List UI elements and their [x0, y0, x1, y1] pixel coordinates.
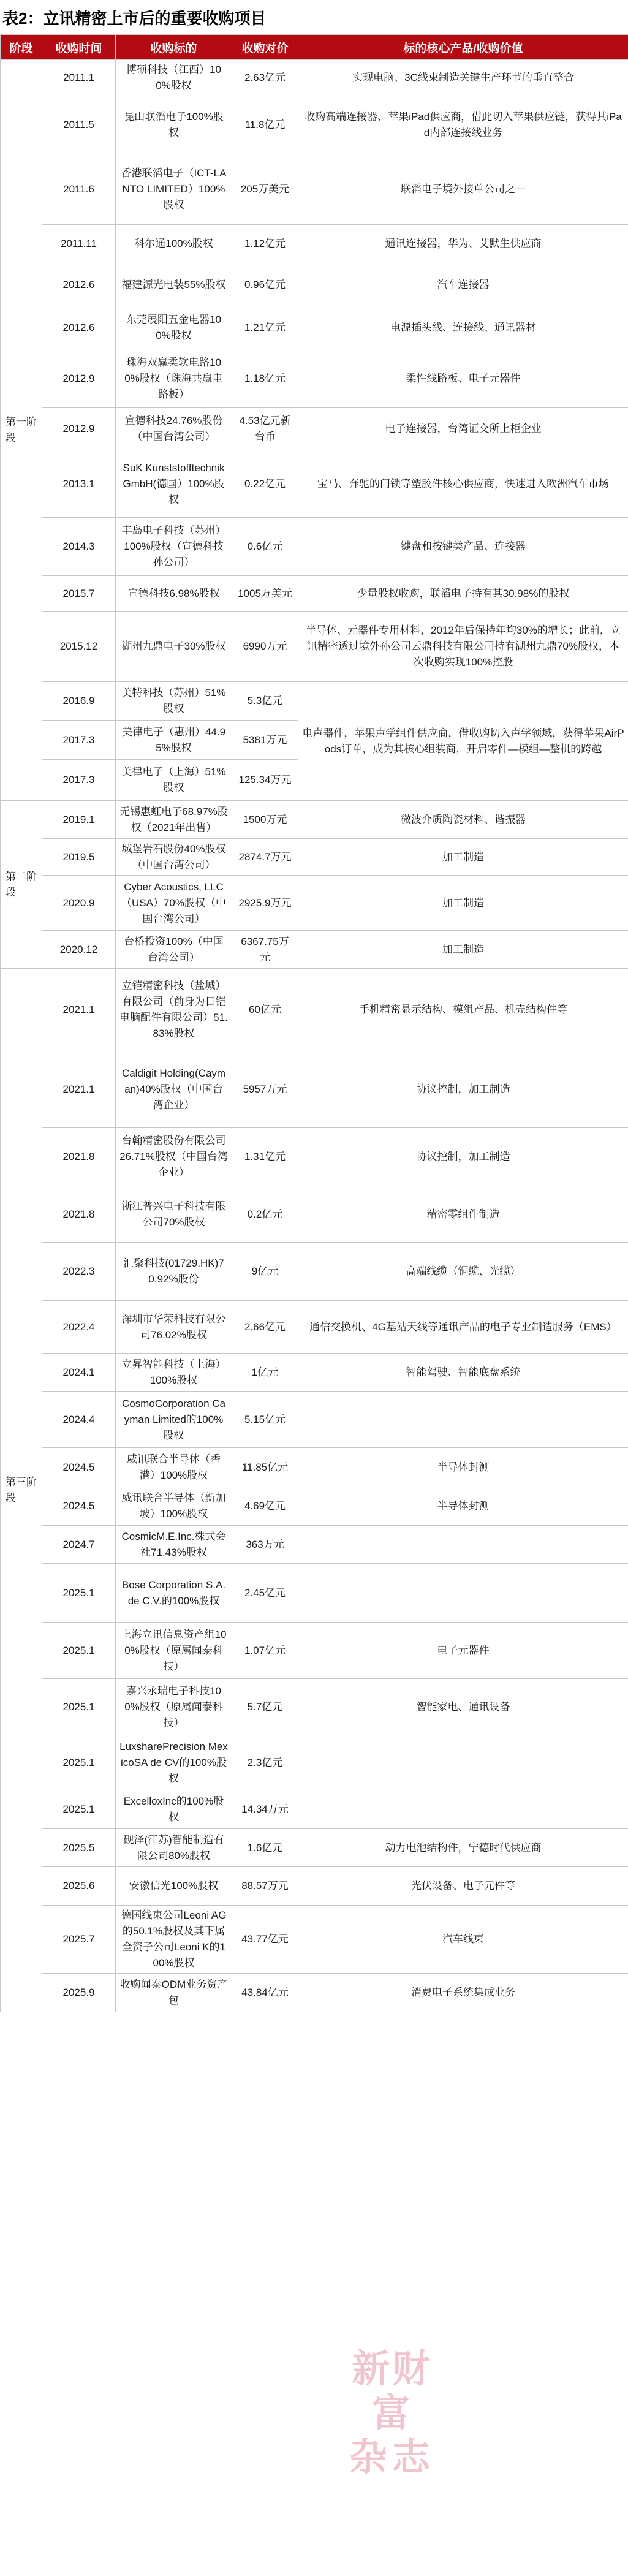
table-row: [1, 576, 628, 612]
value-cell: 收购高端连接器、苹果iPad供应商，借此切入苹果供应链，获得其iPad内部连接线业务: [298, 96, 628, 154]
value-cell: 通信交换机、4G基站天线等通讯产品的电子专业制造服务（EMS）: [298, 1301, 628, 1354]
phase-cell: 第一阶段: [1, 60, 42, 801]
target-cell: 东莞展阳五金电器100%股权: [116, 306, 232, 349]
price-cell: 6367.75万元: [232, 931, 298, 969]
table-row: [1, 1974, 628, 2012]
time-cell: 2017.3: [42, 760, 116, 801]
target-cell: 威讯联合半导体（新加坡）100%股权: [116, 1487, 232, 1526]
value-cell: 消费电子系统集成业务: [298, 1974, 628, 2012]
time-cell: 2025.1: [42, 1790, 116, 1829]
value-cell: 半导体、元器件专用材料，2012年后保持年均30%的增长；此前，立讯精密透过境外孙公司云鼎科技有限公司持有湖州九鼎70%股权，本次收购实现100%控股: [298, 612, 628, 682]
value-cell: [298, 1526, 628, 1564]
table-row: [1, 306, 628, 349]
price-cell: 88.57万元: [232, 1867, 298, 1906]
value-cell: 动力电池结构件，宁德时代供应商: [298, 1829, 628, 1867]
table-row: [1, 1564, 628, 1623]
target-cell: 德国线束公司Leoni AG的50.1%股权及其下属全资子公司Leoni K的100%股权: [116, 1906, 232, 1974]
table-row: [1, 1051, 628, 1128]
value-cell: 加工制造: [298, 876, 628, 931]
time-cell: 2024.1: [42, 1354, 116, 1392]
time-cell: 2012.9: [42, 349, 116, 408]
target-cell: 昆山联滔电子100%股权: [116, 96, 232, 154]
price-cell: 4.69亿元: [232, 1487, 298, 1526]
time-cell: 2019.5: [42, 839, 116, 876]
time-cell: 2021.8: [42, 1186, 116, 1243]
target-cell: CosmoCorporation Cayman Limited的100%股权: [116, 1392, 232, 1448]
time-cell: 2020.12: [42, 931, 116, 969]
price-cell: 9亿元: [232, 1243, 298, 1301]
target-cell: 浙江普兴电子科技有限公司70%股权: [116, 1186, 232, 1243]
header-phase: 阶段: [1, 35, 42, 60]
phase-cell: 第三阶段: [1, 969, 42, 2012]
phase-cell: 第二阶段: [1, 801, 42, 969]
table-row: [1, 1301, 628, 1354]
target-cell: SuK Kunststofftechnik GmbH(德国）100%股权: [116, 450, 232, 518]
value-cell: 加工制造: [298, 931, 628, 969]
target-cell: Cyber Acoustics, LLC（USA）70%股权（中国台湾公司）: [116, 876, 232, 931]
target-cell: 美律电子（惠州）44.95%股权: [116, 721, 232, 760]
table-row: [1, 876, 628, 931]
price-cell: 2.66亿元: [232, 1301, 298, 1354]
value-cell: 汽车线束: [298, 1906, 628, 1974]
price-cell: 1亿元: [232, 1354, 298, 1392]
price-cell: 43.84亿元: [232, 1974, 298, 2012]
price-cell: 2925.9万元: [232, 876, 298, 931]
time-cell: 2024.4: [42, 1392, 116, 1448]
target-cell: 福建源光电装55%股权: [116, 263, 232, 306]
target-cell: 香港联滔电子（ICT-LANTO LIMITED）100%股权: [116, 154, 232, 225]
price-cell: 1.12亿元: [232, 225, 298, 263]
value-cell: 电声器件，苹果声学组件供应商，借收购切入声学领域，获得苹果AirPods订单，成为其核心组装商，开启零件—模组—整机的跨越: [298, 682, 628, 801]
value-cell: [298, 1564, 628, 1623]
time-cell: 2019.1: [42, 801, 116, 839]
target-cell: LuxsharePrecision MexicoSA de CV的100%股权: [116, 1735, 232, 1790]
target-cell: 收购闻泰ODM业务资产包: [116, 1974, 232, 2012]
time-cell: 2024.5: [42, 1487, 116, 1526]
time-cell: 2017.3: [42, 721, 116, 760]
price-cell: 4.53亿元新台币: [232, 408, 298, 450]
target-cell: 美律电子（上海）51%股权: [116, 760, 232, 801]
table-row: [1, 1623, 628, 1679]
price-cell: 2.3亿元: [232, 1735, 298, 1790]
price-cell: 5.7亿元: [232, 1679, 298, 1735]
time-cell: 2020.9: [42, 876, 116, 931]
table-header-row: [1, 35, 628, 60]
table-row: [1, 1526, 628, 1564]
time-cell: 2025.1: [42, 1564, 116, 1623]
target-cell: 美特科技（苏州）51%股权: [116, 682, 232, 721]
magazine-watermark: [334, 2347, 450, 2479]
price-cell: 6990万元: [232, 612, 298, 682]
price-cell: 0.6亿元: [232, 518, 298, 576]
value-cell: 手机精密显示结构、模组产品、机壳结构件等: [298, 969, 628, 1051]
table-row: [1, 518, 628, 576]
price-cell: 1005万美元: [232, 576, 298, 612]
value-cell: 精密零组件制造: [298, 1186, 628, 1243]
target-cell: 汇聚科技(01729.HK)70.92%股份: [116, 1243, 232, 1301]
time-cell: 2025.7: [42, 1906, 116, 1974]
price-cell: 1.18亿元: [232, 349, 298, 408]
value-cell: 协议控制，加工制造: [298, 1051, 628, 1128]
header-price: 收购对价: [232, 35, 298, 60]
watermark-line-1: 新财富: [351, 2346, 433, 2435]
time-cell: 2012.9: [42, 408, 116, 450]
price-cell: 2874.7万元: [232, 839, 298, 876]
price-cell: 1.21亿元: [232, 306, 298, 349]
target-cell: 安徽信光100%股权: [116, 1867, 232, 1906]
header-time: 收购时间: [42, 35, 116, 60]
price-cell: 1500万元: [232, 801, 298, 839]
price-cell: 5.3亿元: [232, 682, 298, 721]
value-cell: 少量股权收购，联滔电子持有其30.98%的股权: [298, 576, 628, 612]
table-row: [1, 839, 628, 876]
acquisition-table: [0, 34, 628, 2012]
value-cell: 实现电脑、3C线束制造关键生产环节的垂直整合: [298, 60, 628, 96]
target-cell: 深圳市华荣科技有限公司76.02%股权: [116, 1301, 232, 1354]
time-cell: 2015.7: [42, 576, 116, 612]
value-cell: 高端线缆（铜缆、光缆）: [298, 1243, 628, 1301]
price-cell: 125.34万元: [232, 760, 298, 801]
time-cell: 2021.1: [42, 1051, 116, 1128]
time-cell: 2022.3: [42, 1243, 116, 1301]
table-row: [1, 1392, 628, 1448]
value-cell: 电子元器件: [298, 1623, 628, 1679]
table-row: [1, 450, 628, 518]
price-cell: 0.22亿元: [232, 450, 298, 518]
table-row: [1, 1487, 628, 1526]
value-cell: 通讯连接器，华为、艾默生供应商: [298, 225, 628, 263]
value-cell: 智能驾驶、智能底盘系统: [298, 1354, 628, 1392]
time-cell: 2011.6: [42, 154, 116, 225]
table-row: [1, 1448, 628, 1487]
time-cell: 2024.7: [42, 1526, 116, 1564]
watermark-line-2: 杂志: [349, 2434, 435, 2479]
value-cell: 光伏设备、电子元件等: [298, 1867, 628, 1906]
table-row: [1, 60, 628, 96]
value-cell: 柔性线路板、电子元器件: [298, 349, 628, 408]
table-row: [1, 225, 628, 263]
target-cell: 科尔通100%股权: [116, 225, 232, 263]
time-cell: 2011.1: [42, 60, 116, 96]
value-cell: 智能家电、通讯设备: [298, 1679, 628, 1735]
time-cell: 2012.6: [42, 306, 116, 349]
value-cell: 电子连接器，台湾证交所上柜企业: [298, 408, 628, 450]
price-cell: 43.77亿元: [232, 1906, 298, 1974]
table-row: [1, 1790, 628, 1829]
table-row: [1, 612, 628, 682]
table-row: [1, 1829, 628, 1867]
price-cell: 5957万元: [232, 1051, 298, 1128]
price-cell: 14.34万元: [232, 1790, 298, 1829]
table-row: [1, 154, 628, 225]
value-cell: [298, 1790, 628, 1829]
value-cell: 键盘和按键类产品、连接器: [298, 518, 628, 576]
target-cell: ExcelloxInc的100%股权: [116, 1790, 232, 1829]
target-cell: Caldigit Holding(Cayman)40%股权（中国台湾企业）: [116, 1051, 232, 1128]
table-title: 表2：立讯精密上市后的重要收购项目: [2, 9, 267, 28]
time-cell: 2022.4: [42, 1301, 116, 1354]
target-cell: 湖州九鼎电子30%股权: [116, 612, 232, 682]
target-cell: CosmicM.E.Inc.株式会社71.43%股权: [116, 1526, 232, 1564]
time-cell: 2025.6: [42, 1867, 116, 1906]
target-cell: 宣德科技6.98%股权: [116, 576, 232, 612]
price-cell: 11.85亿元: [232, 1448, 298, 1487]
target-cell: 立昇智能科技（上海）100%股权: [116, 1354, 232, 1392]
table-row: [1, 1243, 628, 1301]
value-cell: [298, 1735, 628, 1790]
value-cell: 协议控制，加工制造: [298, 1128, 628, 1186]
price-cell: 2.45亿元: [232, 1564, 298, 1623]
target-cell: 珠海双赢柔软电路100%股权（珠海共赢电路板）: [116, 349, 232, 408]
time-cell: 2025.1: [42, 1735, 116, 1790]
time-cell: 2025.1: [42, 1679, 116, 1735]
table-row: [1, 1128, 628, 1186]
time-cell: 2025.5: [42, 1829, 116, 1867]
value-cell: 半导体封测: [298, 1448, 628, 1487]
price-cell: 363万元: [232, 1526, 298, 1564]
target-cell: 台桥投资100%（中国台湾公司）: [116, 931, 232, 969]
time-cell: 2021.8: [42, 1128, 116, 1186]
header-value: 标的核心产品/收购价值: [298, 35, 628, 60]
target-cell: 砚泽(江苏)智能制造有限公司80%股权: [116, 1829, 232, 1867]
value-cell: 汽车连接器: [298, 263, 628, 306]
table-row: [1, 1735, 628, 1790]
target-cell: 嘉兴永瑞电子科技100%股权（原属闻泰科技）: [116, 1679, 232, 1735]
table-row: [1, 801, 628, 839]
value-cell: 加工制造: [298, 839, 628, 876]
table-row: [1, 1679, 628, 1735]
value-cell: 联滔电子境外接单公司之一: [298, 154, 628, 225]
table-row: [1, 349, 628, 408]
table-row: [1, 682, 628, 721]
table-row: [1, 969, 628, 1051]
price-cell: 11.8亿元: [232, 96, 298, 154]
value-cell: 电源插头线、连接线、通讯器材: [298, 306, 628, 349]
target-cell: 上海立讯信息资产组100%股权（原属闻泰科技）: [116, 1623, 232, 1679]
table-row: [1, 96, 628, 154]
value-cell: 半导体封测: [298, 1487, 628, 1526]
price-cell: 60亿元: [232, 969, 298, 1051]
price-cell: 0.96亿元: [232, 263, 298, 306]
target-cell: 博硕科技（江西）100%股权: [116, 60, 232, 96]
price-cell: 205万美元: [232, 154, 298, 225]
value-cell: 微波介质陶瓷材料、谐振器: [298, 801, 628, 839]
table-row: [1, 1354, 628, 1392]
header-target: 收购标的: [116, 35, 232, 60]
table-row: [1, 1906, 628, 1974]
time-cell: 2021.1: [42, 969, 116, 1051]
price-cell: 5.15亿元: [232, 1392, 298, 1448]
price-cell: 0.2亿元: [232, 1186, 298, 1243]
target-cell: 丰岛电子科技（苏州）100%股权（宣德科技孙公司）: [116, 518, 232, 576]
target-cell: Bose Corporation S.A. de C.V.的100%股权: [116, 1564, 232, 1623]
time-cell: 2015.12: [42, 612, 116, 682]
target-cell: 立铠精密科技（盐城）有限公司（前身为日铠电脑配件有限公司）51.83%股权: [116, 969, 232, 1051]
time-cell: 2013.1: [42, 450, 116, 518]
time-cell: 2012.6: [42, 263, 116, 306]
price-cell: 1.07亿元: [232, 1623, 298, 1679]
value-cell: 宝马、奔驰的门锁等塑胶件核心供应商，快速进入欧洲汽车市场: [298, 450, 628, 518]
table-row: [1, 1867, 628, 1906]
value-cell: [298, 1392, 628, 1448]
price-cell: 2.63亿元: [232, 60, 298, 96]
target-cell: 无锡惠虹电子68.97%股权（2021年出售）: [116, 801, 232, 839]
target-cell: 台翰精密股份有限公司26.71%股权（中国台湾企业）: [116, 1128, 232, 1186]
table-row: [1, 408, 628, 450]
time-cell: 2011.5: [42, 96, 116, 154]
table-row: [1, 263, 628, 306]
time-cell: 2014.3: [42, 518, 116, 576]
table-row: [1, 1186, 628, 1243]
time-cell: 2024.5: [42, 1448, 116, 1487]
price-cell: 1.6亿元: [232, 1829, 298, 1867]
price-cell: 1.31亿元: [232, 1128, 298, 1186]
price-cell: 5381万元: [232, 721, 298, 760]
time-cell: 2025.9: [42, 1974, 116, 2012]
target-cell: 威讯联合半导体（香港）100%股权: [116, 1448, 232, 1487]
table-row: [1, 931, 628, 969]
time-cell: 2025.1: [42, 1623, 116, 1679]
time-cell: 2011.11: [42, 225, 116, 263]
target-cell: 城堡岩石股份40%股权（中国台湾公司）: [116, 839, 232, 876]
time-cell: 2016.9: [42, 682, 116, 721]
target-cell: 宣德科技24.76%股份（中国台湾公司）: [116, 408, 232, 450]
